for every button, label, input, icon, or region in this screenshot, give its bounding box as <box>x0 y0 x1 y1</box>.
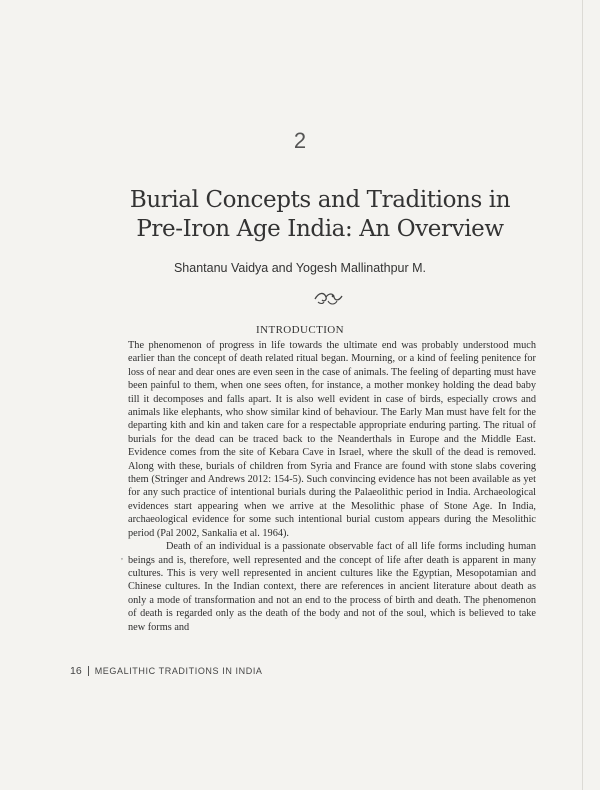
footer-divider <box>88 666 89 676</box>
chapter-title-line-2: Pre-Iron Age India: An Overview <box>136 216 504 242</box>
paragraph: Death of an individual is a passionate observable fact of all life forms including human beings and is, therefore, well represented and the concept of life after death is apparent in many cultures. This is very well represented in ancient cultures like the Egyptian, Mesopotamian and Chinese cultures. In the Indian context, there are references in ancient literature about death as only a mode of transformation and not an end to the process of birth and death. The phenomenon of death is regarded only as the death of the body and not of the soul, which is believed to take new forms and <box>128 541 536 633</box>
chapter-number: 2 <box>293 128 307 153</box>
fleuron-icon <box>312 287 346 307</box>
page-footer <box>70 664 263 678</box>
running-title: MEGALITHIC TRADITIONS IN INDIA <box>94 666 263 676</box>
page-edge-shadow <box>582 0 583 790</box>
body-text <box>128 339 536 634</box>
paragraph: The phenomenon of progress in life towards the ultimate end was probably understood much earlier than the concept of death related ritual began. Mourning, or a kind of feeling penitence for loss of near and dear ones are even seen in the case of animals. The feeling of departing must have been painful to them, when one sees often, for instance, a mother monkey holding the dead baby till it decomposes and falls apart. It is also well evident in case of birds, especially crows and animals like elephants, who show similar kind of behaviour. The Early Man must have felt for the departing kith and kin and taken care for a respectable appropriate enduring parting. The ritual of burials for the dead can be traced back to the Neanderthals in Europe and the Middle East. Evidence comes from the site of Kebara Cave in Israel, where the skull of the dead is removed. Along with these, burials of children from Syria and France are found with stone slabs covering them (Stringer and Andrews 2012: 154-5). Such convincing evidence has not been available as yet for any such practice of intentional burials during the Palaeolithic period in India. Archaeological evidences start appearing when we arrive at the Mesolithic phase of Stone Age. In India, archaeological evidence for some such intentional burial custom appears during the Mesolithic period (Pal 2002, Sankalia et al. 1964). <box>128 340 536 539</box>
chapter-authors: Shantanu Vaidya and Yogesh Mallinathpur M. <box>173 261 427 275</box>
chapter-title <box>120 186 520 244</box>
margin-mark: , <box>121 552 123 561</box>
page-number: 16 <box>70 665 82 677</box>
section-heading: INTRODUCTION <box>256 324 344 336</box>
chapter-title-line-1: Burial Concepts and Traditions in <box>129 187 511 213</box>
